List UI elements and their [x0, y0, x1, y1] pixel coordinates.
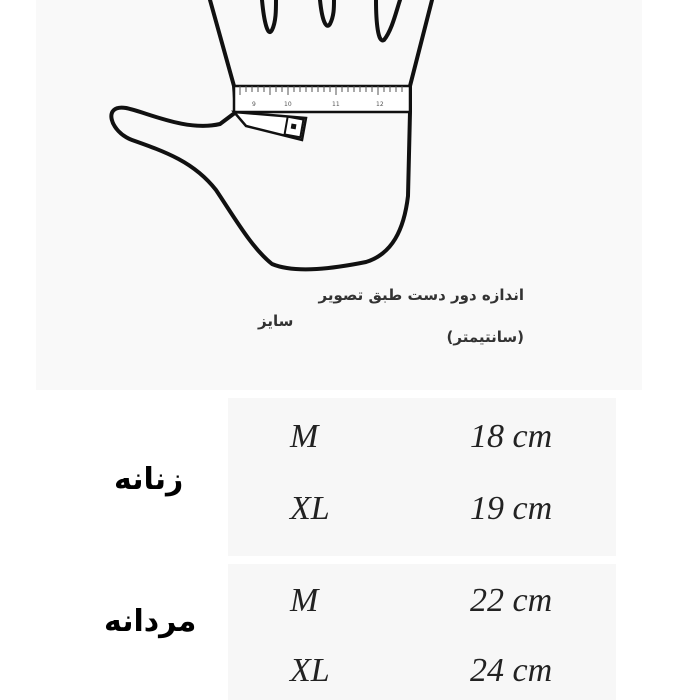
- size-cell: M: [290, 418, 319, 455]
- ruler-tick-label: 9: [252, 101, 256, 108]
- measurement-cell: 24 cm: [470, 652, 553, 689]
- measuring-tape-icon: [234, 86, 410, 140]
- size-cell: M: [290, 582, 319, 619]
- women-size-panel: [228, 398, 616, 556]
- measurement-cell: 19 cm: [470, 490, 553, 527]
- size-cell: XL: [290, 490, 330, 527]
- ruler-tick-label: 12: [376, 101, 384, 108]
- measurement-unit-caption: (سانتیمتر): [446, 328, 524, 346]
- ruler-tick-label: 11: [332, 101, 340, 108]
- hand-outline-icon: [36, 0, 642, 390]
- ruler-tick-label: 10: [284, 101, 292, 108]
- men-group-label: مردانه: [104, 604, 197, 639]
- size-label: سایز: [258, 312, 294, 330]
- women-group-label: زنانه: [114, 462, 184, 497]
- size-cell: XL: [290, 652, 330, 689]
- men-size-panel: [228, 564, 616, 700]
- measurement-cell: 18 cm: [470, 418, 553, 455]
- measurement-cell: 22 cm: [470, 582, 553, 619]
- measurement-caption: اندازه دور دست طبق تصویر: [318, 286, 524, 304]
- hand-measurement-illustration: [36, 0, 642, 390]
